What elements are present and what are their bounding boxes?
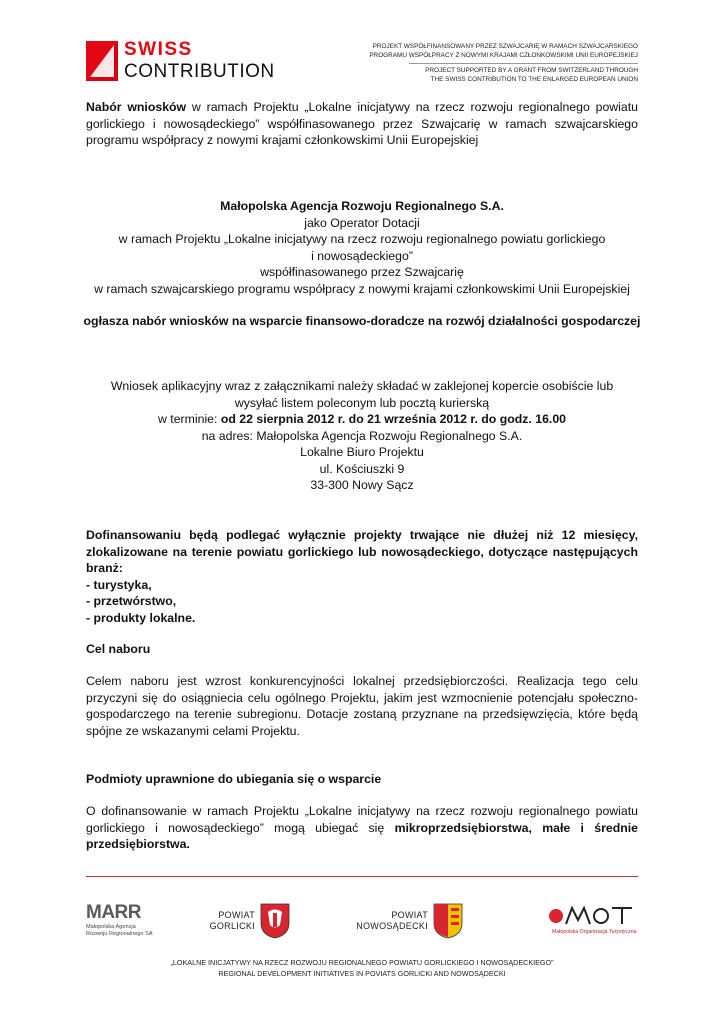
operator-block [60,198,664,297]
address-line3: ul. Kościuszki 9 [319,461,405,476]
powiat-nowosadecki-line1: POWIAT [391,910,428,920]
goal-heading-text: Cel naboru [86,642,151,656]
page-header [86,40,638,85]
marr-wordmark: MARR [86,902,141,923]
intro-paragraph [86,99,638,149]
eligibility-item: - turystyka, [86,577,152,592]
announcement [60,313,664,330]
eligibility-item: - produkty lokalne. [86,610,196,625]
header-en-line1: PROJECT SUPPORTED BY A GRANT FROM SWITZERLAND THROUGH [425,67,638,75]
footer-caption-line2: REGIONAL DEVELOPMENT INITIATIVES IN POVIATS GORLICKI AND NOWOSĄDECKI [218,969,506,978]
address-line1: na adres: Małopolska Agencja Rozwoju Regionalnego S.A. [201,428,523,443]
intro-text: w ramach Projektu „Lokalne inicjatywy na rzecz rozwoju regionalnego powiatu gorlickiego i nowosądeckiego” współfinasowanego przez Szwajcarię w ramach szwajcarskiego programu współpracy z nowymi krajami członkowskimi Unii Europejskiej [86,100,638,147]
eligibility-item: - przetwórstwo, [86,594,177,608]
operator-line6: w ramach szwajcarskiego programu współpracy z nowymi krajami członkowskimi Unii Europejskiej [94,281,630,296]
powiat-gorlicki-line2: GORLICKI [209,921,255,931]
operator-line3: w ramach Projektu „Lokalne inicjatywy na rzecz rozwoju regionalnego powiatu gorlickiego [118,232,606,246]
entities-heading [86,771,638,788]
powiat-nowosadecki-label [352,910,428,932]
submission-line2: wysyłać listem poleconym lub pocztą kurierską [234,395,490,410]
eligibility-block [86,527,638,626]
header-divider [409,63,638,64]
marr-subtitle-2: Rozwoju Regionalnego SA [86,931,153,937]
powiat-gorlicki-line1: POWIAT [218,910,255,920]
submission-deadline [60,411,664,428]
logo-swiss: SWISS [124,39,193,60]
entities-heading-text: Podmioty uprawnione do ubiegania się o wsparcie [86,772,382,786]
footer-caption-line1: „LOKALNE INICJATYWY NA RZECZ ROZWOJU REGIONALNEGO POWIATU GORLICKIEGO I NOWOSĄDECKIEGO” [170,958,554,967]
deadline-prefix: w terminie: [157,412,221,426]
operator-line2: jako Operator Dotacji [304,215,420,230]
address-line2: Lokalne Biuro Projektu [300,445,424,459]
logo-contribution: CONTRIBUTION [124,61,275,82]
marr-subtitle-1: Małopolska Agencja [86,924,136,930]
powiat-gorlicki-label [205,910,255,932]
swiss-contribution-logo [124,40,275,81]
operator-name: Małopolska Agencja Rozwoju Regionalnego S.A. [220,199,504,213]
footer-divider [86,876,638,877]
header-pl-line1: PROJEKT WSPÓŁFINANSOWANY PRZEZ SZWAJCARIĘ W RAMACH SZWAJCARSKIEGO [372,43,638,50]
entities-text: O dofinansowanie w ramach Projektu „Lokalne inicjatywy na rzecz rozwoju regionalnego powiatu gorlickiego i nowosądeckiego” mogą ubiegać się [86,804,638,835]
swiss-contribution-logo-mark [86,41,118,81]
nowosadecki-crest-icon [433,903,463,939]
header-pl-line2: PROGRAMU WSPÓŁPRACY Z NOWYMI KRAJAMI CZŁONKOWSKIMI UNII EUROPEJSKIEJ [369,51,638,59]
submission-line1: Wniosek aplikacyjny wraz z załącznikami należy składać w zaklejonej kopercie osobiście lub [110,379,614,393]
mot-subtitle: Małopolska Organizacja Turystyczna [552,929,637,935]
entities-paragraph [86,803,638,853]
mot-logo-icon [546,902,638,928]
goal-paragraph: Celem naboru jest wzrost konkurencyjności lokalnej przedsiębiorczości. Realizacja tego celu przyczyni się do osiągniecia celu ogólnego Projektu, jakim jest wzmocnienie potencjału społeczno-gospodarczego na terenie subregionu. Dotacje zostaną przyznane na przedsięwzięcia, które będą spójne ze wskazanymi celami Projektu. [86,674,638,738]
goal-heading [86,641,638,658]
eligibility-text: Dofinansowaniu będą podlegać wyłącznie projekty trwające nie dłużej niż 12 miesięcy, zlokalizowane na terenie powiatu gorlickiego lub nowosądeckiego, dotyczące następujących branż: [86,528,638,575]
marr-logo [86,904,153,938]
announcement-text: ogłasza nabór wniosków na wsparcie finansowo-doradcze na rozwój działalności gospodarczej [83,314,641,328]
submission-block [60,378,664,494]
header-en-line2: THE SWISS CONTRIBUTION TO THE ENLARGED EUROPEAN UNION [430,75,638,83]
header-project-note [369,43,638,84]
powiat-nowosadecki-line2: NOWOSĄDECKI [356,921,428,931]
address-line4: 33-300 Nowy Sącz [310,478,414,492]
entities-bold: mikroprzedsiębiorstwa, małe i średnie przedsiębiorstwa. [86,820,638,851]
gorlicki-crest-icon [260,903,290,939]
footer-caption [86,957,638,979]
operator-line5: współfinasowanego przez Szwajcarię [260,265,464,279]
deadline-dates: od 22 sierpnia 2012 r. do 21 września 2012 r. do godz. 16.00 [220,412,567,426]
intro-bold: Nabór wniosków [86,100,187,114]
operator-line4: i nowosądeckiego” [311,248,413,263]
